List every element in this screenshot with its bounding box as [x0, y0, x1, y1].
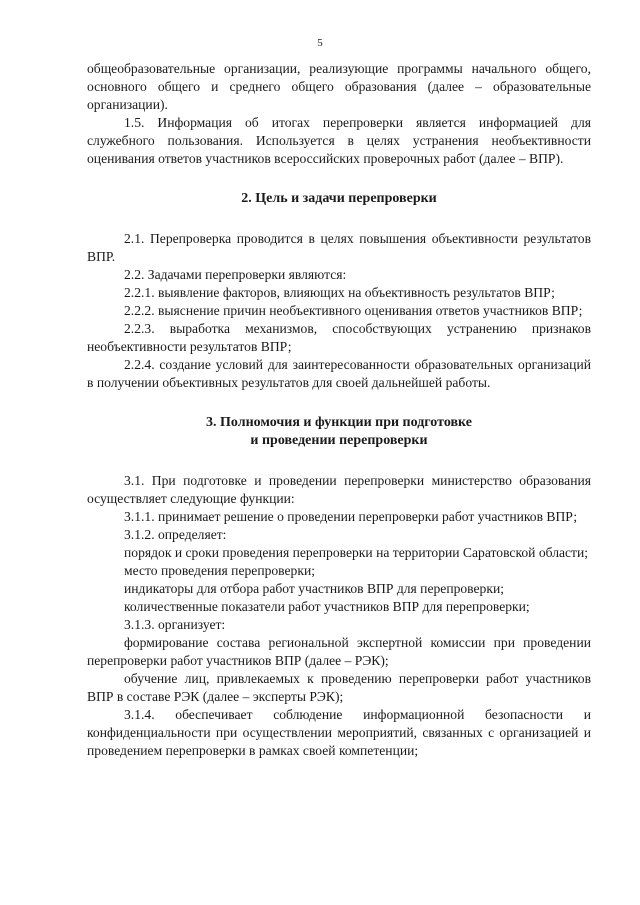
paragraph: 2.2.2. выяснение причин необъективного оценивания ответов участников ВПР; [124, 303, 583, 318]
section-3-heading-line2: и проведении перепроверки [250, 433, 428, 448]
paragraph: 3.1.1. принимает решение о проведении перепроверки работ участников ВПР; [124, 509, 578, 524]
paragraph: индикаторы для отбора работ участников ВПР для перепроверки; [124, 581, 505, 596]
paragraph: 2.2.3. выработка механизмов, способствующих устранению признаков необъективности результатов ВПР; [87, 321, 591, 354]
paragraph: количественные показатели работ участников ВПР для перепроверки; [124, 599, 530, 614]
paragraph: 2.1. Перепроверка проводится в целях повышения объективности результатов ВПР. [87, 231, 591, 264]
paragraph: обучение лиц, привлекаемых к проведению перепроверки работ участников ВПР в составе РЭК (далее – эксперты РЭК); [87, 671, 591, 704]
document-body [87, 60, 591, 760]
section-3-heading-line1: 3. Полномочия и функции при подготовке [206, 415, 472, 430]
paragraph: 2.2.1. выявление факторов, влияющих на объективность результатов ВПР; [124, 285, 555, 300]
paragraph: 1.5. Информация об итогах перепроверки является информацией для служебного пользования. Используется в целях устранения необъективности оценивания ответов участников всероссийских проверочных работ (далее – ВПР). [87, 115, 591, 166]
paragraph: 3.1. При подготовке и проведении перепроверки министерство образования осуществляет следующие функции: [87, 473, 591, 506]
paragraph: 2.2. Задачами перепроверки являются: [124, 267, 347, 282]
paragraph: порядок и сроки проведения перепроверки на территории Саратовской области; [124, 545, 589, 560]
paragraph: 3.1.3. организует: [124, 617, 226, 632]
paragraph: общеобразовательные организации, реализующие программы начального общего, основного общего и среднего общего образования (далее – образовательные организации). [87, 61, 591, 112]
page-number: 5 [317, 37, 323, 49]
section-2-heading: 2. Цель и задачи перепроверки [241, 191, 437, 206]
paragraph: 3.1.4. обеспечивает соблюдение информационной безопасности и конфиденциальности при осуществлении мероприятий, связанных с организацией и проведением перепроверки в рамках своей компетенции; [87, 707, 591, 758]
paragraph: 2.2.4. создание условий для заинтересованности образовательных организаций в получении объективных результатов для своей дальнейшей работы. [87, 357, 591, 390]
paragraph: место проведения перепроверки; [124, 563, 316, 578]
paragraph: 3.1.2. определяет: [124, 527, 227, 542]
paragraph: формирование состава региональной экспертной комиссии при проведении перепроверки работ участников ВПР (далее – РЭК); [87, 635, 591, 668]
